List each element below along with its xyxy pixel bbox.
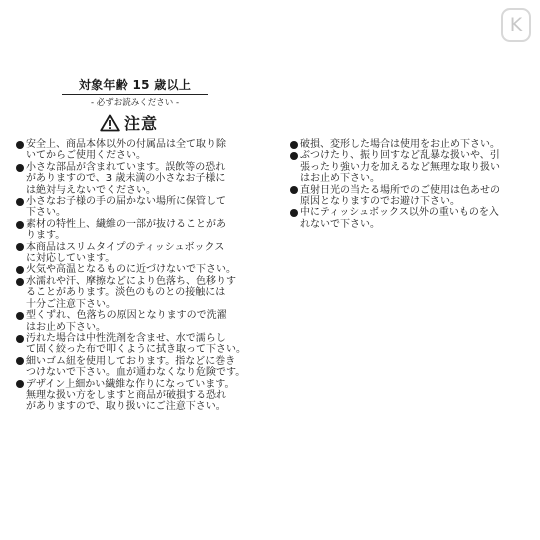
title-divider bbox=[62, 94, 208, 95]
caution-item-text: 火気や高温となるものに近づけないで下さい。 bbox=[26, 264, 236, 276]
warning-triangle-icon bbox=[100, 114, 120, 132]
caution-heading bbox=[100, 111, 158, 134]
bullet-icon bbox=[290, 152, 298, 160]
bullet-icon bbox=[16, 266, 24, 274]
caution-item-text: 本商品はスリムタイプのティッシュボックス に対応しています。 bbox=[26, 241, 225, 265]
caution-item bbox=[16, 356, 274, 379]
bullet-icon bbox=[290, 209, 298, 217]
caution-label: 注意 bbox=[124, 114, 159, 133]
age-notice: 対象年齢 15 歳以上 bbox=[78, 78, 192, 92]
caution-item-text: ぶつけたり、振り回すなど乱暴な扱いや、引 張ったり強い力を加えるなど無理な取り扱い はお止め下さい。 bbox=[300, 150, 500, 185]
bullet-icon bbox=[16, 141, 24, 149]
caution-item-text: 素材の特性上、繊維の一部が抜けることがあ ります。 bbox=[26, 218, 226, 242]
bullet-icon bbox=[290, 186, 298, 194]
bullet-icon bbox=[290, 141, 298, 149]
bullet-icon bbox=[16, 380, 24, 388]
caution-item bbox=[16, 139, 274, 162]
bullet-icon bbox=[16, 198, 24, 206]
caution-item-text: 直射日光の当たる場所でのご使用は色あせの 原因となりますのでお避け下さい。 bbox=[300, 184, 500, 208]
caution-item-text: 安全上、商品本体以外の付属品は全て取り除 いてからご使用ください。 bbox=[26, 139, 226, 162]
caution-item-text: 水濡れや汗、摩擦などにより色落ち、色移りす ることがあります。淡色のものとの接触には 十分ご注意下さい。 bbox=[26, 275, 236, 310]
bullet-icon bbox=[16, 357, 24, 365]
brand-logo-letter: K bbox=[509, 14, 523, 36]
caution-item-text: 型くずれ、色落ちの原因となりますので洗濯 はお止め下さい。 bbox=[26, 310, 227, 333]
caution-item-text: 小さなお子様の手の届かない場所に保管して 下さい。 bbox=[26, 196, 226, 219]
bullet-icon bbox=[16, 164, 24, 172]
caution-item bbox=[290, 185, 526, 208]
caution-item-text: デザイン上細かい繊維な作りになっています。 無理な扱い方をしますと商品が破損する恐れ がありますので、取り扱いにご注意下さい。 bbox=[26, 378, 235, 413]
caution-item bbox=[16, 242, 274, 265]
caution-item-text: 小さな部品が含まれています。誤飲等の恐れ がありますので、3 歳未満の小さなお子様に は絶対与えないでください。 bbox=[26, 161, 226, 196]
bullet-icon bbox=[16, 335, 24, 343]
caution-item bbox=[16, 310, 274, 333]
caution-item-text: 細いゴム紐を使用しております。指などに巻き つけないで下さい。血が通わなくなり危険です。 bbox=[26, 355, 246, 379]
caution-item bbox=[16, 196, 274, 219]
bullet-icon bbox=[16, 278, 24, 286]
caution-item bbox=[16, 333, 274, 356]
caution-item bbox=[16, 379, 274, 413]
caution-item bbox=[16, 219, 274, 242]
caution-item bbox=[290, 207, 526, 230]
caution-list-right bbox=[290, 139, 526, 230]
caution-item bbox=[16, 264, 274, 275]
caution-item-text: 汚れた場合は中性洗剤を含ませ、水で濡らし て固く絞った布で叩くように拭き取って下さい。 bbox=[26, 332, 246, 356]
brand-logo bbox=[501, 8, 531, 42]
caution-item bbox=[290, 150, 526, 184]
caution-item bbox=[16, 162, 274, 196]
caution-item-text: 破損、変形した場合は使用をお止め下さい。 bbox=[300, 139, 500, 150]
bullet-icon bbox=[16, 312, 24, 320]
caution-item-text: 中にティッシュボックス以外の重いものを入 れないで下さい。 bbox=[300, 207, 499, 230]
caution-item bbox=[290, 139, 526, 150]
caution-list-left bbox=[16, 139, 274, 413]
bullet-icon bbox=[16, 243, 24, 251]
caution-item bbox=[16, 276, 274, 310]
bullet-icon bbox=[16, 221, 24, 229]
must-read-note: - 必ずお読みください - bbox=[90, 98, 180, 108]
